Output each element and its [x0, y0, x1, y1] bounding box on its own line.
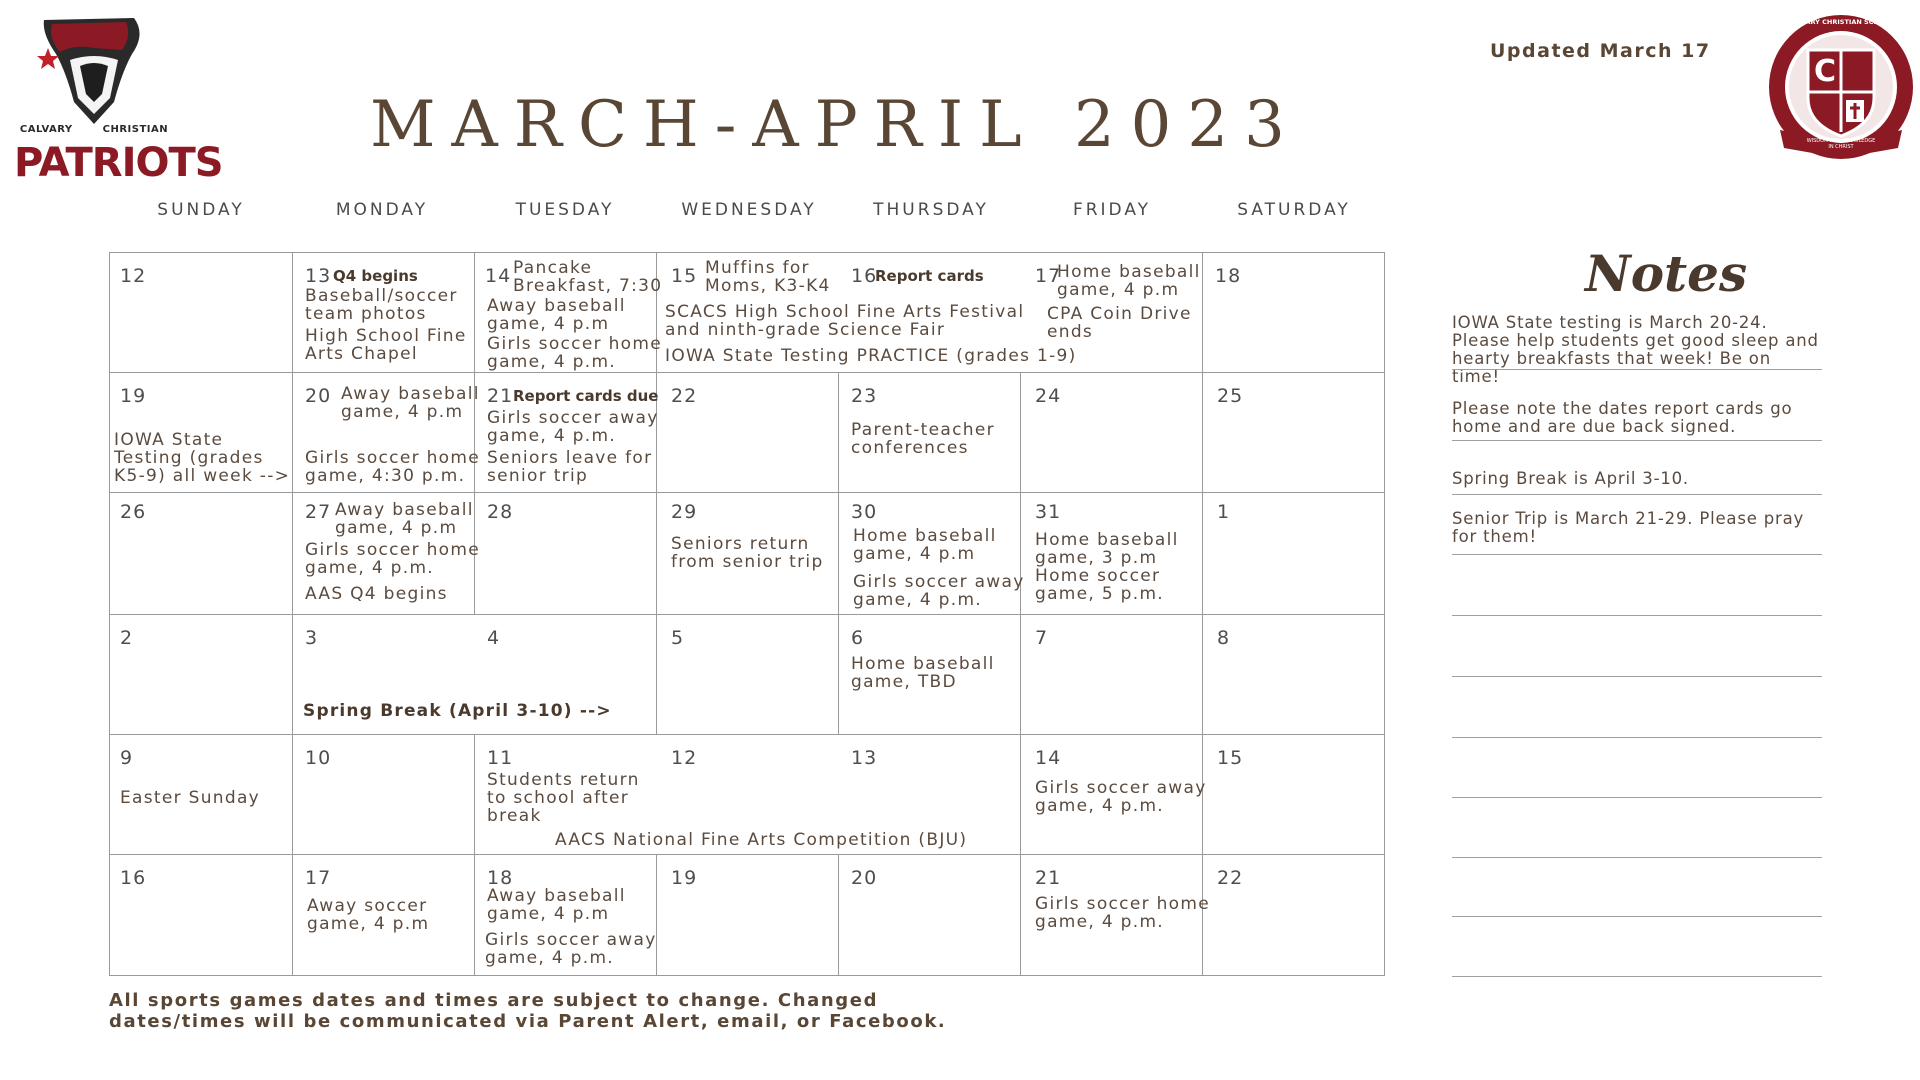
day-number: 21 [487, 385, 514, 407]
page-title: MARCH-APRIL 2023 [370, 88, 1301, 162]
day-cell [110, 615, 293, 735]
day-number: 12 [120, 265, 147, 287]
dayname-monday: MONDAY [335, 200, 429, 220]
event-text: Home baseball [1057, 262, 1201, 282]
day-cell [657, 615, 839, 735]
day-cell [110, 373, 293, 493]
event-text: game, 4 p.m. [853, 590, 983, 610]
event-text: CPA Coin Drive [1047, 304, 1192, 324]
event-text: Breakfast, 7:30 [513, 276, 663, 296]
day-cell [110, 855, 293, 975]
day-number: 15 [671, 265, 698, 287]
day-cell [1021, 373, 1203, 493]
day-cell [1021, 855, 1210, 975]
event-text: to school after [487, 788, 630, 808]
span-event-bold: Spring Break (April 3-10) --> [303, 701, 612, 721]
event-text: Girls soccer away [487, 408, 659, 428]
day-number: 9 [120, 747, 134, 769]
note-line: Please help students get good sleep and [1452, 331, 1819, 350]
event-text: conferences [851, 438, 969, 458]
note-line: Spring Break is April 3-10. [1452, 469, 1689, 488]
event-text: Girls soccer home [1035, 894, 1210, 914]
notes-rule [1452, 676, 1822, 677]
event-text: game, 4 p.m [487, 314, 610, 334]
day-number: 11 [487, 747, 514, 769]
event-text: Girls soccer home [305, 540, 480, 560]
day-cell-span [475, 735, 1021, 855]
day-number: 21 [1035, 867, 1062, 889]
day-number: 3 [305, 627, 319, 649]
event-text: game, 4 p.m. [487, 426, 617, 446]
event-text: AAS Q4 begins [305, 584, 448, 604]
day-number: 16 [851, 265, 878, 287]
day-cell [475, 493, 657, 615]
day-cell [839, 493, 1025, 615]
day-cell [110, 735, 293, 855]
span-event: SCACS High School Fine Arts Festival [665, 302, 1025, 322]
span-event: and ninth-grade Science Fair [665, 320, 946, 340]
dayname-wednesday: WEDNESDAY [681, 200, 817, 220]
event-text: Students return [487, 770, 640, 790]
day-number: 17 [1035, 265, 1062, 287]
event-text: Away baseball [335, 500, 474, 520]
school-seal-logo [1766, 12, 1916, 177]
span-event: IOWA State Testing PRACTICE (grades 1-9) [665, 346, 1077, 366]
day-number: 24 [1035, 385, 1062, 407]
event-text: Baseball/soccer [305, 286, 458, 306]
span-event: AACS National Fine Arts Competition (BJU) [555, 830, 968, 850]
day-number: 20 [305, 385, 332, 407]
day-number: 20 [851, 867, 878, 889]
day-cell [657, 373, 839, 493]
footer-line: dates/times will be communicated via Parent Alert, email, or Facebook. [109, 1011, 947, 1032]
note-line: home and are due back signed. [1452, 417, 1737, 436]
note-item [1452, 470, 1822, 488]
day-number: 13 [305, 265, 332, 287]
day-number: 26 [120, 501, 147, 523]
event-text: game, TBD [851, 672, 957, 692]
note-line: Please note the dates report cards go [1452, 399, 1793, 418]
day-cell [1021, 735, 1207, 855]
day-number: 18 [1215, 265, 1242, 287]
dayname-friday: FRIDAY [1072, 200, 1152, 220]
dayname-tuesday: TUESDAY [515, 200, 615, 220]
notes-rule [1452, 976, 1822, 977]
event-text: game, 4 p.m [853, 544, 976, 564]
event-text: game, 4 p.m [1057, 280, 1180, 300]
day-number: 23 [851, 385, 878, 407]
day-number: 13 [851, 747, 878, 769]
school-seal-icon [1766, 12, 1916, 177]
day-cell [110, 493, 293, 615]
notes-rule [1452, 554, 1822, 555]
day-number: 18 [487, 867, 514, 889]
day-number: 19 [671, 867, 698, 889]
notes-rule [1452, 916, 1822, 917]
day-number: 10 [305, 747, 332, 769]
day-number: 16 [120, 867, 147, 889]
event-text: Easter Sunday [120, 788, 261, 808]
event-text: Muffins for [705, 258, 810, 278]
note-line: for them! [1452, 527, 1537, 546]
seal-ring-text: CALVARY CHRISTIAN SCHOOL [1787, 18, 1895, 26]
event-text: Testing (grades [114, 448, 264, 468]
event-text: senior trip [487, 466, 589, 486]
day-number: 4 [487, 627, 501, 649]
event-text: game, 4 p.m [487, 904, 610, 924]
day-cell [1203, 253, 1384, 373]
event-text: break [487, 806, 542, 826]
day-cell [839, 615, 1021, 735]
day-number: 14 [485, 265, 512, 287]
note-line: Senior Trip is March 21-29. Please pray [1452, 509, 1805, 528]
notes-rule [1452, 737, 1822, 738]
day-cell [657, 493, 839, 615]
note-item [1452, 314, 1822, 386]
event-text: Away baseball [341, 384, 480, 404]
notes-rule [1452, 857, 1822, 858]
notes-rule [1452, 440, 1822, 441]
event-text: Home baseball [1035, 530, 1179, 550]
event-text: game, 4:30 p.m. [305, 466, 466, 486]
event-text: game, 4 p.m. [1035, 796, 1165, 816]
day-number: 12 [671, 747, 698, 769]
event-text: Away soccer [307, 896, 428, 916]
day-number: 22 [1217, 867, 1244, 889]
event-text: Home baseball [851, 654, 995, 674]
day-cell [1021, 615, 1203, 735]
event-text: game, 3 p.m [1035, 548, 1158, 568]
event-text: Girls soccer away [853, 572, 1025, 592]
event-text: Arts Chapel [305, 344, 418, 364]
day-cell [293, 373, 480, 493]
patriot-knight-icon [14, 14, 174, 134]
event-text: Parent-teacher [851, 420, 995, 440]
day-cell [475, 253, 663, 373]
event-text: K5-9) all week --> [114, 466, 291, 486]
day-number: 28 [487, 501, 514, 523]
seal-letter: C [1813, 54, 1837, 89]
day-cell [657, 855, 839, 975]
note-item [1452, 510, 1822, 546]
dayname-thursday: THURSDAY [873, 200, 989, 220]
event-text: game, 4 p.m. [487, 352, 617, 372]
day-cell [1203, 855, 1384, 975]
event-text: game, 4 p.m. [485, 948, 615, 968]
event-text: High School Fine [305, 326, 467, 346]
event-text: game, 4 p.m [307, 914, 430, 934]
day-number: 27 [305, 501, 332, 523]
notes-rule [1452, 369, 1822, 370]
day-number: 8 [1217, 627, 1231, 649]
day-cell [839, 855, 1021, 975]
day-number: 15 [1217, 747, 1244, 769]
event-bold: Report cards due [513, 387, 659, 405]
dayname-sunday: SUNDAY [157, 200, 245, 220]
event-text: game, 4 p.m. [305, 558, 435, 578]
day-number: 5 [671, 627, 685, 649]
event-text: Home baseball [853, 526, 997, 546]
day-number: 6 [851, 627, 865, 649]
patriots-logo [14, 14, 223, 189]
event-text: Girls soccer home [487, 334, 662, 354]
event-bold: Q4 begins [333, 267, 418, 285]
logo-text-patriots: PATRIOTS [14, 140, 223, 186]
event-text: Girls soccer home [305, 448, 480, 468]
event-text: team photos [305, 304, 427, 324]
day-cell-span [657, 253, 1203, 373]
event-text: ends [1047, 322, 1094, 342]
note-item [1452, 400, 1822, 436]
day-cell [1203, 493, 1384, 615]
day-cell [475, 373, 657, 493]
day-cell [1203, 735, 1384, 855]
logo-text-calvary: CALVARY [19, 124, 73, 135]
day-cell [839, 373, 1021, 493]
event-text: Girls soccer away [485, 930, 657, 950]
note-line: IOWA State testing is March 20-24. [1452, 313, 1768, 332]
event-text: game, 4 p.m. [1035, 912, 1165, 932]
event-text: Pancake [513, 258, 593, 278]
day-cell [293, 253, 475, 373]
event-text: game, 4 p.m [341, 402, 464, 422]
updated-date: Updated March 17 [1490, 40, 1711, 62]
day-number: 19 [120, 385, 147, 407]
event-text: Girls soccer away [1035, 778, 1207, 798]
day-cell [293, 493, 480, 615]
calendar-grid [109, 252, 1385, 976]
note-line: hearty breakfasts that week! Be on time! [1452, 349, 1771, 386]
notes-rule [1452, 494, 1822, 495]
notes-rule [1452, 797, 1822, 798]
notes-rule [1452, 615, 1822, 616]
day-cell [293, 855, 475, 975]
event-text: Moms, K3-K4 [705, 276, 831, 296]
footer-line: All sports games dates and times are subject to change. Changed [109, 990, 879, 1011]
day-cell-span [293, 615, 657, 735]
day-number: 14 [1035, 747, 1062, 769]
event-bold: Report cards [875, 267, 984, 285]
event-text: Seniors leave for [487, 448, 653, 468]
event-text: game, 4 p.m [335, 518, 458, 538]
day-number: 25 [1217, 385, 1244, 407]
day-number: 29 [671, 501, 698, 523]
seal-motto: WISDOM AND KNOWLEDGE IN CHRIST [1806, 138, 1876, 150]
event-text: Away baseball [487, 886, 626, 906]
day-cell [1203, 373, 1384, 493]
event-text: IOWA State [114, 430, 224, 450]
notes-title: Notes [1585, 244, 1748, 303]
logo-text-christian: CHRISTIAN [102, 124, 169, 135]
day-cell [475, 855, 657, 975]
day-cell [293, 735, 475, 855]
day-number: 22 [671, 385, 698, 407]
day-number: 1 [1217, 501, 1231, 523]
footer-note [109, 990, 946, 1032]
dayname-saturday: SATURDAY [1237, 200, 1351, 220]
event-text: Seniors return [671, 534, 810, 554]
event-text: game, 5 p.m. [1035, 584, 1165, 604]
day-number: 31 [1035, 501, 1062, 523]
day-number: 17 [305, 867, 332, 889]
day-number: 2 [120, 627, 134, 649]
day-cell [1203, 615, 1384, 735]
event-text: Home soccer [1035, 566, 1161, 586]
event-text: from senior trip [671, 552, 824, 572]
day-cell [1021, 493, 1203, 615]
day-number: 7 [1035, 627, 1049, 649]
day-cell [110, 253, 293, 373]
day-number: 30 [851, 501, 878, 523]
event-text: Away baseball [487, 296, 626, 316]
